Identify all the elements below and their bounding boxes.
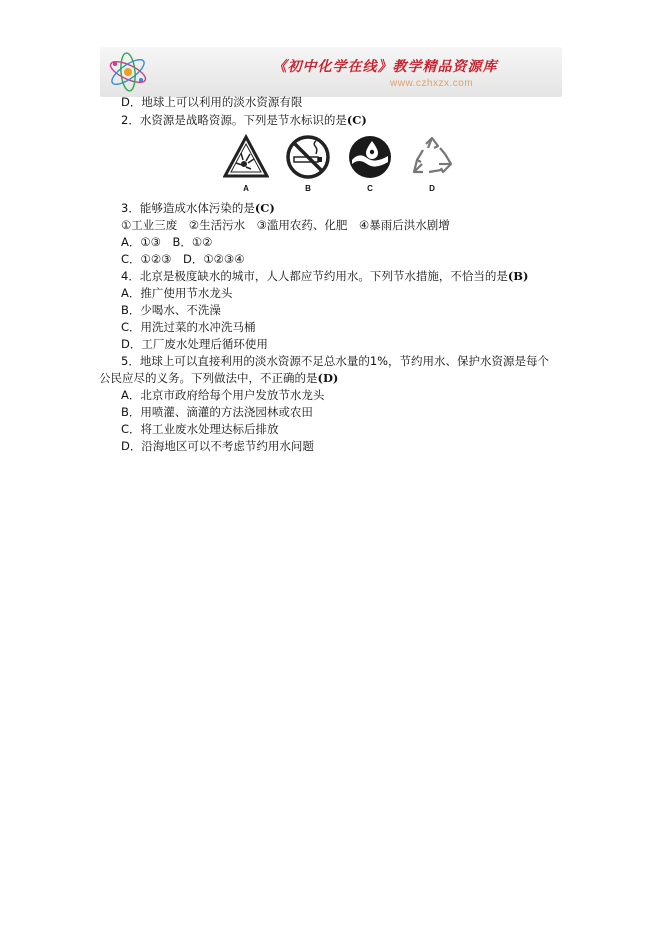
question-3-options: ①工业三废 ②生活污水 ③滥用农药、化肥 ④暴雨后洪水剧增 [121,218,450,232]
option-d-line: D．地球上可以利用的淡水资源有限 [121,95,303,109]
question-4-option-c: C．用洗过菜的水冲洗马桶 [121,320,256,334]
icon-label-c: C [367,184,373,193]
question-4-text: 4．北京是极度缺水的城市，人人都应节约用水。下列节水措施，不恰当的是 [121,269,508,283]
question-5-text: 公民应尽的义务。下列做法中，不正确的是 [99,371,318,385]
water-saving-icon [347,134,393,180]
explosive-warning-icon [223,134,269,180]
question-5-line-1: 5．地球上可以直接利用的淡水资源不足总水量的1%，节约用水、保护水资源是每个 [121,354,550,368]
question-5-option-a: A．北京市政府给每个用户发放节水龙头 [121,388,325,402]
question-3-answer: (C) [254,201,275,215]
banner-url: www.czhxzx.com [390,78,474,89]
icon-label-a: A [243,184,249,193]
question-5-answer: (D) [317,371,339,385]
header-banner [100,47,562,97]
question-2 [121,112,367,128]
question-5-line-2 [99,370,338,386]
question-5-option-c: C．将工业废水处理达标后排放 [121,422,279,436]
question-3 [121,200,275,216]
icon-label-d: D [429,184,435,193]
question-2-answer: (C) [346,113,367,127]
question-4-option-d: D．工厂废水处理后循环使用 [121,337,268,351]
question-3-text: 3．能够造成水体污染的是 [121,201,255,215]
banner-title: 《初中化学在线》教学精品资源库 [272,59,498,75]
atom-logo-icon [106,50,150,94]
no-smoking-icon [285,134,331,180]
question-5-option-b: B．用喷灌、滴灌的方法浇园林或农田 [121,405,313,419]
water-sign-options [223,134,463,194]
question-2-text: 2．水资源是战略资源。下列是节水标识的是 [121,113,347,127]
question-3-choices-cd: C．①②③ D．①②③④ [121,252,245,266]
question-3-choices-ab: A．①③ B．①② [121,235,213,249]
icon-label-b: B [305,184,311,193]
question-5-option-d: D．沿海地区可以不考虑节约用水问题 [121,439,314,453]
recycle-icon [409,134,455,180]
question-4-option-a: A．推广使用节水龙头 [121,286,233,300]
question-4-answer: (B) [507,269,529,283]
question-4 [121,268,528,284]
question-4-option-b: B．少喝水、不洗澡 [121,303,221,317]
